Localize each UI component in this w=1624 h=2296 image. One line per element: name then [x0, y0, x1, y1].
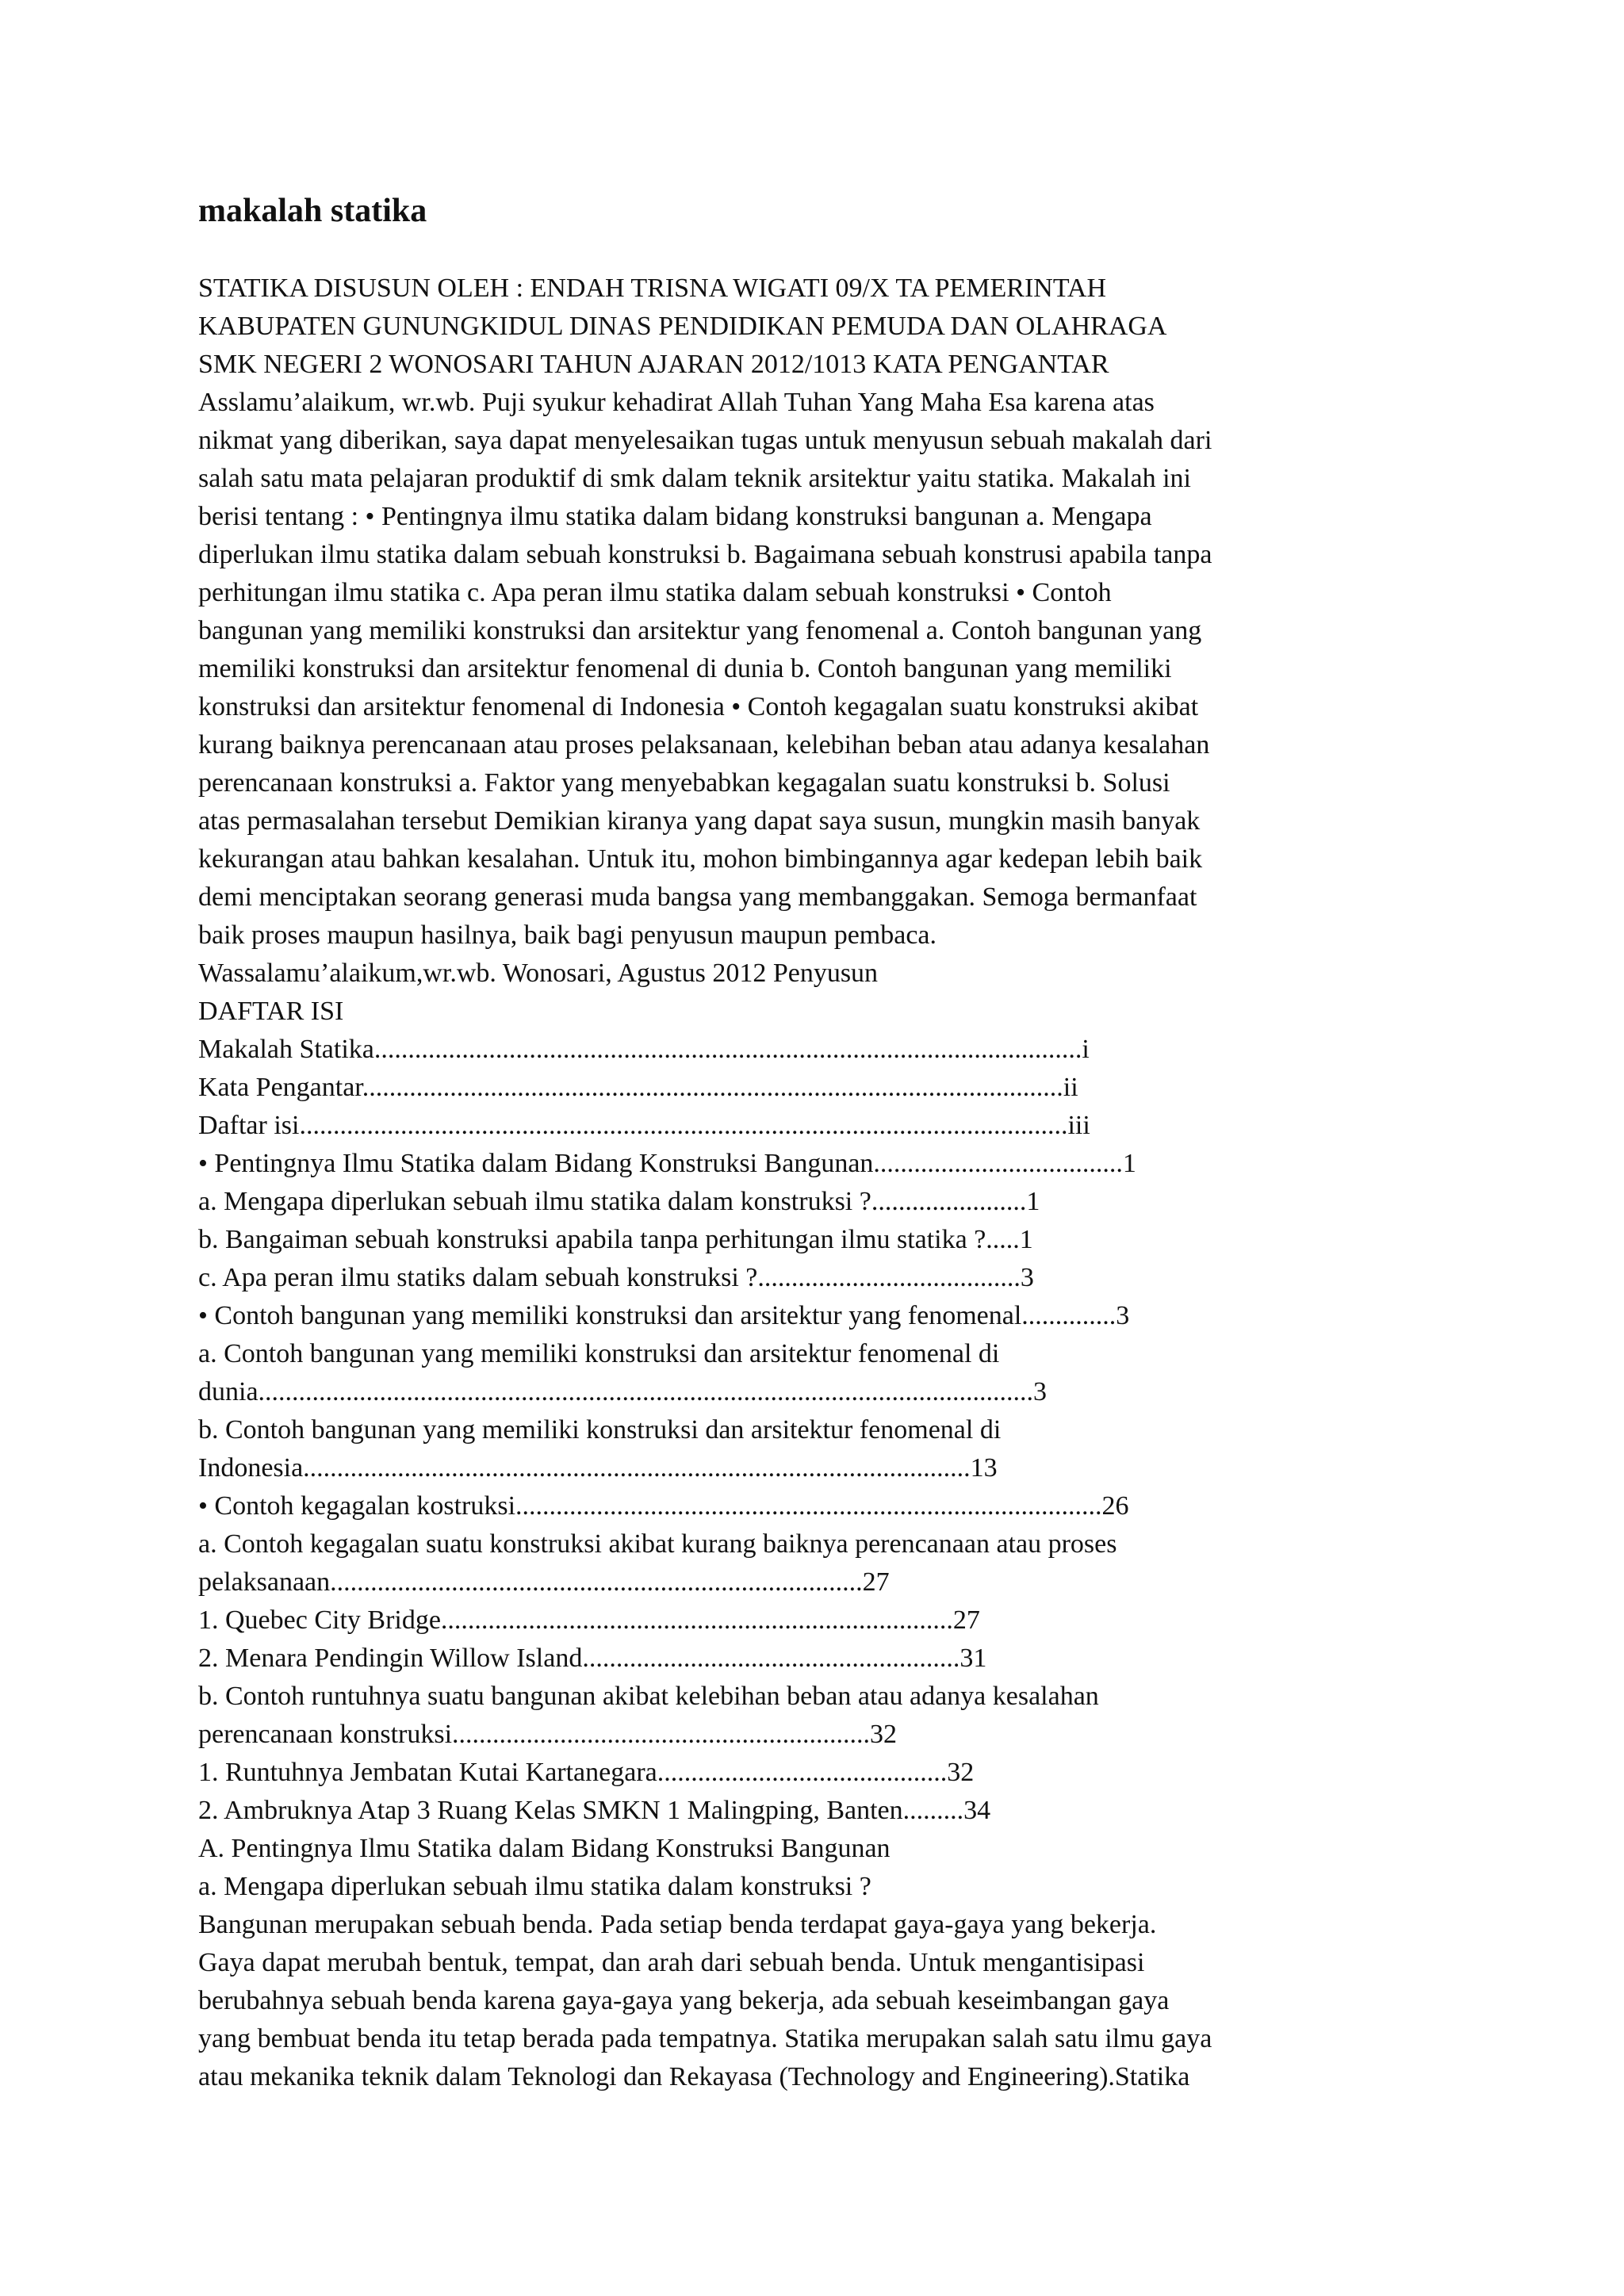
text-line: konstruksi dan arsitektur fenomenal di Indonesia • Contoh kegagalan suatu konstruksi akibat	[198, 692, 1199, 721]
text-line: • Contoh bangunan yang memiliki konstruksi dan arsitektur yang fenomenal..............3	[198, 1301, 1130, 1330]
text-line: atau mekanika teknik dalam Teknologi dan Rekayasa (Technology and Engineering).Statika	[198, 2062, 1190, 2091]
text-line: b. Bangaiman sebuah konstruksi apabila tanpa perhitungan ilmu statika ?.....1	[198, 1225, 1033, 1254]
document-title: makalah statika	[198, 193, 427, 229]
document-body	[198, 270, 1451, 2096]
text-line: baik proses maupun hasilnya, baik bagi penyusun maupun pembaca.	[198, 920, 936, 950]
text-line: Asslamu’alaikum, wr.wb. Puji syukur kehadirat Allah Tuhan Yang Maha Esa karena atas	[198, 388, 1155, 417]
text-line: perencanaan konstruksi a. Faktor yang menyebabkan kegagalan suatu konstruksi b. Solusi	[198, 768, 1170, 798]
text-line: salah satu mata pelajaran produktif di smk dalam teknik arsitektur yaitu statika. Makalah ini	[198, 464, 1191, 493]
text-line: perencanaan konstruksi..............................................................32	[198, 1720, 898, 1749]
text-line: Makalah Statika.........................................................................................................i	[198, 1035, 1090, 1064]
text-line: kekurangan atau bahkan kesalahan. Untuk itu, mohon bimbingannya agar kedepan lebih baik	[198, 844, 1203, 874]
text-line: atas permasalahan tersebut Demikian kiranya yang dapat saya susun, mungkin masih banyak	[198, 806, 1201, 836]
text-line: b. Contoh runtuhnya suatu bangunan akibat kelebihan beban atau adanya kesalahan	[198, 1682, 1099, 1711]
text-line: c. Apa peran ilmu statiks dalam sebuah konstruksi ?.......................................3	[198, 1263, 1034, 1292]
text-line: Wassalamu’alaikum,wr.wb. Wonosari, Agustus 2012 Penyusun	[198, 959, 879, 988]
text-line: A. Pentingnya Ilmu Statika dalam Bidang Konstruksi Bangunan	[198, 1834, 891, 1863]
text-line: diperlukan ilmu statika dalam sebuah konstruksi b. Bagaimana sebuah konstrusi apabila tanpa	[198, 540, 1212, 569]
text-line: a. Mengapa diperlukan sebuah ilmu statika dalam konstruksi ?.......................1	[198, 1187, 1040, 1216]
text-line: nikmat yang diberikan, saya dapat menyelesaikan tugas untuk menyusun sebuah makalah dari	[198, 426, 1212, 455]
text-line: berisi tentang : • Pentingnya ilmu statika dalam bidang konstruksi bangunan a. Mengapa	[198, 502, 1152, 531]
text-line: Gaya dapat merubah bentuk, tempat, dan arah dari sebuah benda. Untuk mengantisipasi	[198, 1948, 1145, 1977]
text-line: a. Contoh kegagalan suatu konstruksi akibat kurang baiknya perencanaan atau proses	[198, 1529, 1117, 1559]
text-line: kurang baiknya perencanaan atau proses pelaksanaan, kelebihan beban atau adanya kesalahan	[198, 730, 1210, 760]
text-line: • Contoh kegagalan kostruksi.......................................................................................26	[198, 1491, 1129, 1521]
text-line: 1. Runtuhnya Jembatan Kutai Kartanegara...........................................32	[198, 1758, 975, 1787]
text-line: b. Contoh bangunan yang memiliki konstruksi dan arsitektur fenomenal di	[198, 1415, 1002, 1445]
text-line: bangunan yang memiliki konstruksi dan arsitektur yang fenomenal a. Contoh bangunan yang	[198, 616, 1202, 645]
text-line: • Pentingnya Ilmu Statika dalam Bidang Konstruksi Bangunan.....................................1	[198, 1149, 1136, 1178]
text-line: a. Mengapa diperlukan sebuah ilmu statika dalam konstruksi ?	[198, 1872, 871, 1901]
document-page	[198, 190, 1451, 2096]
text-line: pelaksanaan...............................................................................27	[198, 1567, 890, 1597]
text-line: memiliki konstruksi dan arsitektur fenomenal di dunia b. Contoh bangunan yang memiliki	[198, 654, 1172, 683]
text-line: DAFTAR ISI	[198, 997, 344, 1026]
text-line: a. Contoh bangunan yang memiliki konstruksi dan arsitektur fenomenal di	[198, 1339, 1000, 1368]
text-line: yang bembuat benda itu tetap berada pada tempatnya. Statika merupakan salah satu ilmu gaya	[198, 2024, 1212, 2053]
text-line: 2. Menara Pendingin Willow Island........................................................31	[198, 1644, 987, 1673]
text-line: Kata Pengantar........................................................................................................ii	[198, 1073, 1078, 1102]
text-line: SMK NEGERI 2 WONOSARI TAHUN AJARAN 2012/1013 KATA PENGANTAR	[198, 350, 1109, 379]
text-line: Indonesia...................................................................................................13	[198, 1453, 998, 1483]
text-line: demi menciptakan seorang generasi muda bangsa yang membanggakan. Semoga bermanfaat	[198, 882, 1197, 912]
text-line: berubahnya sebuah benda karena gaya-gaya yang bekerja, ada sebuah keseimbangan gaya	[198, 1986, 1170, 2015]
text-line: perhitungan ilmu statika c. Apa peran ilmu statika dalam sebuah konstruksi • Contoh	[198, 578, 1112, 607]
text-line: Daftar isi..................................................................................................................iii	[198, 1111, 1090, 1140]
text-line: 1. Quebec City Bridge............................................................................27	[198, 1605, 980, 1635]
text-line: STATIKA DISUSUN OLEH : ENDAH TRISNA WIGATI 09/X TA PEMERINTAH	[198, 274, 1107, 303]
text-line: dunia...................................................................................................................3	[198, 1377, 1048, 1406]
text-line: Bangunan merupakan sebuah benda. Pada setiap benda terdapat gaya-gaya yang bekerja.	[198, 1910, 1157, 1939]
text-line: KABUPATEN GUNUNGKIDUL DINAS PENDIDIKAN PEMUDA DAN OLAHRAGA	[198, 312, 1167, 341]
text-line: 2. Ambruknya Atap 3 Ruang Kelas SMKN 1 Malingping, Banten.........34	[198, 1796, 991, 1825]
